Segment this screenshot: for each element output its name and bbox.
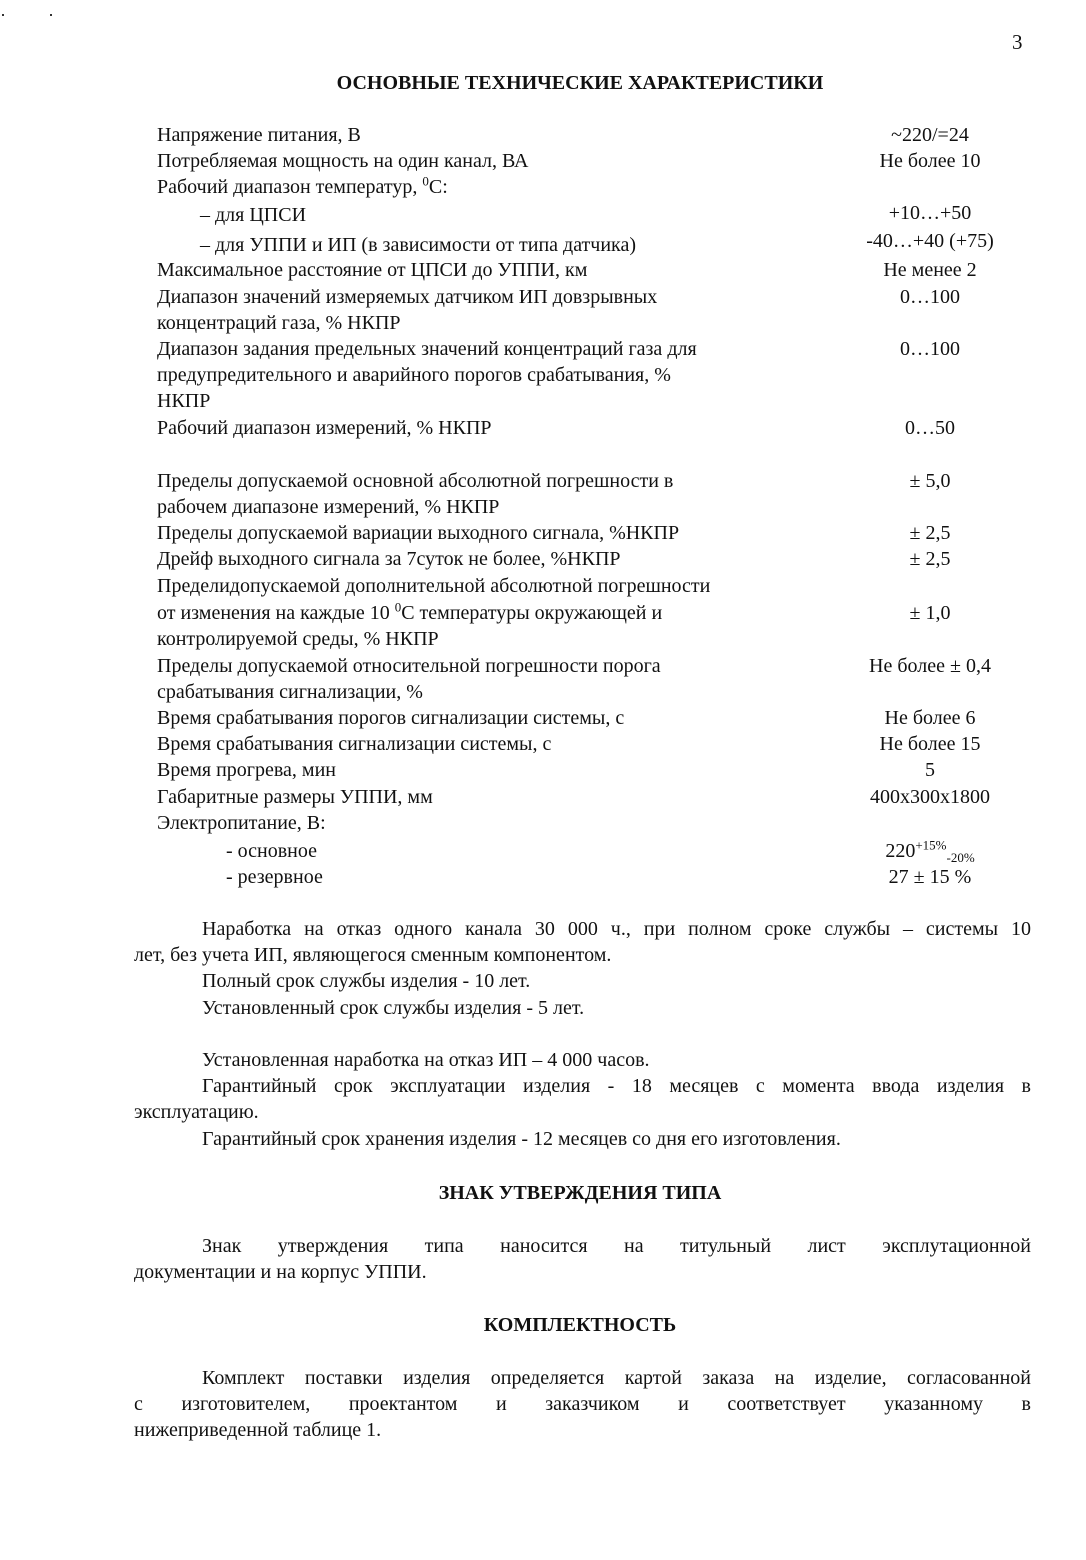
spec-value: Не более 10 [879, 150, 981, 172]
scan-speck [50, 14, 52, 16]
spec-label: срабатывания сигнализации, % [157, 681, 423, 703]
paragraph-line: Знак утверждения типа наносится на титульный лист эксплутационной [202, 1235, 1031, 1257]
spec-label: – для УППИ и ИП (в зависимости от типа датчика) [200, 234, 637, 256]
spec-label: Дрейф выходного сигнала за 7суток не более, %НКПР [157, 548, 621, 570]
spec-label: НКПР [157, 390, 211, 412]
spec-value: Не более 6 [884, 707, 976, 729]
spec-label: Пределы допускаемой вариации выходного сигнала, %НКПР [157, 522, 680, 544]
type-mark-heading: ЗНАК УТВЕРЖДЕНИЯ ТИПА [438, 1182, 722, 1204]
scan-speck [2, 14, 4, 16]
spec-label: Пределы допускаемой основной абсолютной погрешности в [157, 470, 674, 492]
paragraph-line: эксплуатацию. [134, 1101, 259, 1123]
spec-label: Время прогрева, мин [157, 759, 336, 781]
spec-value: Не более 15 [879, 733, 981, 755]
paragraph-line: документации и на корпус УППИ. [134, 1261, 427, 1283]
spec-label: Рабочий диапазон температур, $^0$С: [157, 173, 448, 198]
spec-value: ± 2,5 [909, 548, 951, 570]
spec-label: - основное [226, 840, 318, 862]
paragraph-line: Полный срок службы изделия - 10 лет. [202, 970, 531, 992]
paragraph-line: Гарантийный срок эксплуатации изделия - 18 месяцев с момента ввода изделия в [202, 1075, 1031, 1097]
spec-label: рабочем диапазоне измерений, % НКПР [157, 496, 500, 518]
spec-value: 0…50 [905, 417, 955, 439]
spec-value: ± 5,0 [909, 470, 951, 492]
spec-label: Пределидопускаемой дополнительной абсолютной погрешности [157, 575, 711, 597]
spec-value: 5 [925, 759, 935, 781]
paragraph-line: нижеприведенной таблице 1. [134, 1419, 382, 1441]
spec-value: ± 2,5 [909, 522, 951, 544]
spec-label: Диапазон задания предельных значений концентраций газа для [157, 338, 697, 360]
spec-label: Пределы допускаемой относительной погрешности порога [157, 655, 661, 677]
spec-label: Максимальное расстояние от ЦПСИ до УППИ, км [157, 259, 588, 281]
spec-label: - резервное [226, 866, 323, 888]
specs-heading: ОСНОВНЫЕ ТЕХНИЧЕСКИЕ ХАРАКТЕРИСТИКИ [336, 72, 824, 94]
spec-label: Диапазон значений измеряемых датчиком ИП довзрывных [157, 286, 658, 308]
page-number: 3 [1012, 30, 1023, 54]
paragraph-line: Установленный срок службы изделия - 5 лет. [202, 997, 585, 1019]
spec-value: 0…100 [900, 338, 960, 360]
spec-label: контролируемой среды, % НКПР [157, 628, 439, 650]
spec-value: 400x300x1800 [870, 786, 990, 808]
spec-label: Потребляемая мощность на один канал, ВА [157, 150, 529, 172]
spec-value: +10…+50 [888, 202, 972, 224]
spec-label: концентраций газа, % НКПР [157, 312, 401, 334]
spec-value: ± 1,0 [909, 602, 951, 624]
spec-label: Рабочий диапазон измерений, % НКПР [157, 417, 492, 439]
paragraph-line: Комплект поставки изделия определяется картой заказа на изделие, согласованной [202, 1367, 1031, 1389]
completeness-heading: КОМПЛЕКТНОСТЬ [483, 1314, 677, 1336]
spec-value: ~220/=24 [891, 124, 969, 146]
spec-label: предупредительного и аварийного порогов срабатывания, % [157, 364, 671, 386]
spec-value: 0…100 [900, 286, 960, 308]
paragraph-line: Установленная наработка на отказ ИП – 4 000 часов. [202, 1049, 650, 1071]
spec-value: Не менее 2 [883, 259, 977, 281]
paragraph-line: Гарантийный срок хранения изделия - 12 месяцев со дня его изготовления. [202, 1128, 841, 1150]
paragraph-line: лет, без учета ИП, являющегося сменным компонентом. [134, 944, 612, 966]
spec-value: Не более ± 0,4 [869, 655, 991, 677]
spec-label: Напряжение питания, В [157, 124, 361, 146]
paragraph-line: с изготовителем, проектантом и заказчиком и соответствует указанному в [134, 1393, 1031, 1415]
spec-value: -40…+40 (+75) [866, 230, 994, 252]
spec-label: Время срабатывания сигнализации системы, с [157, 733, 552, 755]
spec-label: – для ЦПСИ [200, 204, 307, 226]
spec-value: 27 ± 15 % [888, 866, 972, 888]
spec-label: от изменения на каждые 10 $^0$С температуры окружающей и [157, 599, 663, 624]
spec-label: Электропитание, В: [157, 812, 326, 834]
spec-label: Время срабатывания порогов сигнализации системы, с [157, 707, 625, 729]
spec-value: $220^{+15\%}_{-20\%}$ [885, 837, 975, 865]
spec-label: Габаритные размеры УППИ, мм [157, 786, 433, 808]
paragraph-line: Наработка на отказ одного канала 30 000 ч., при полном сроке службы – системы 10 [202, 918, 1031, 940]
